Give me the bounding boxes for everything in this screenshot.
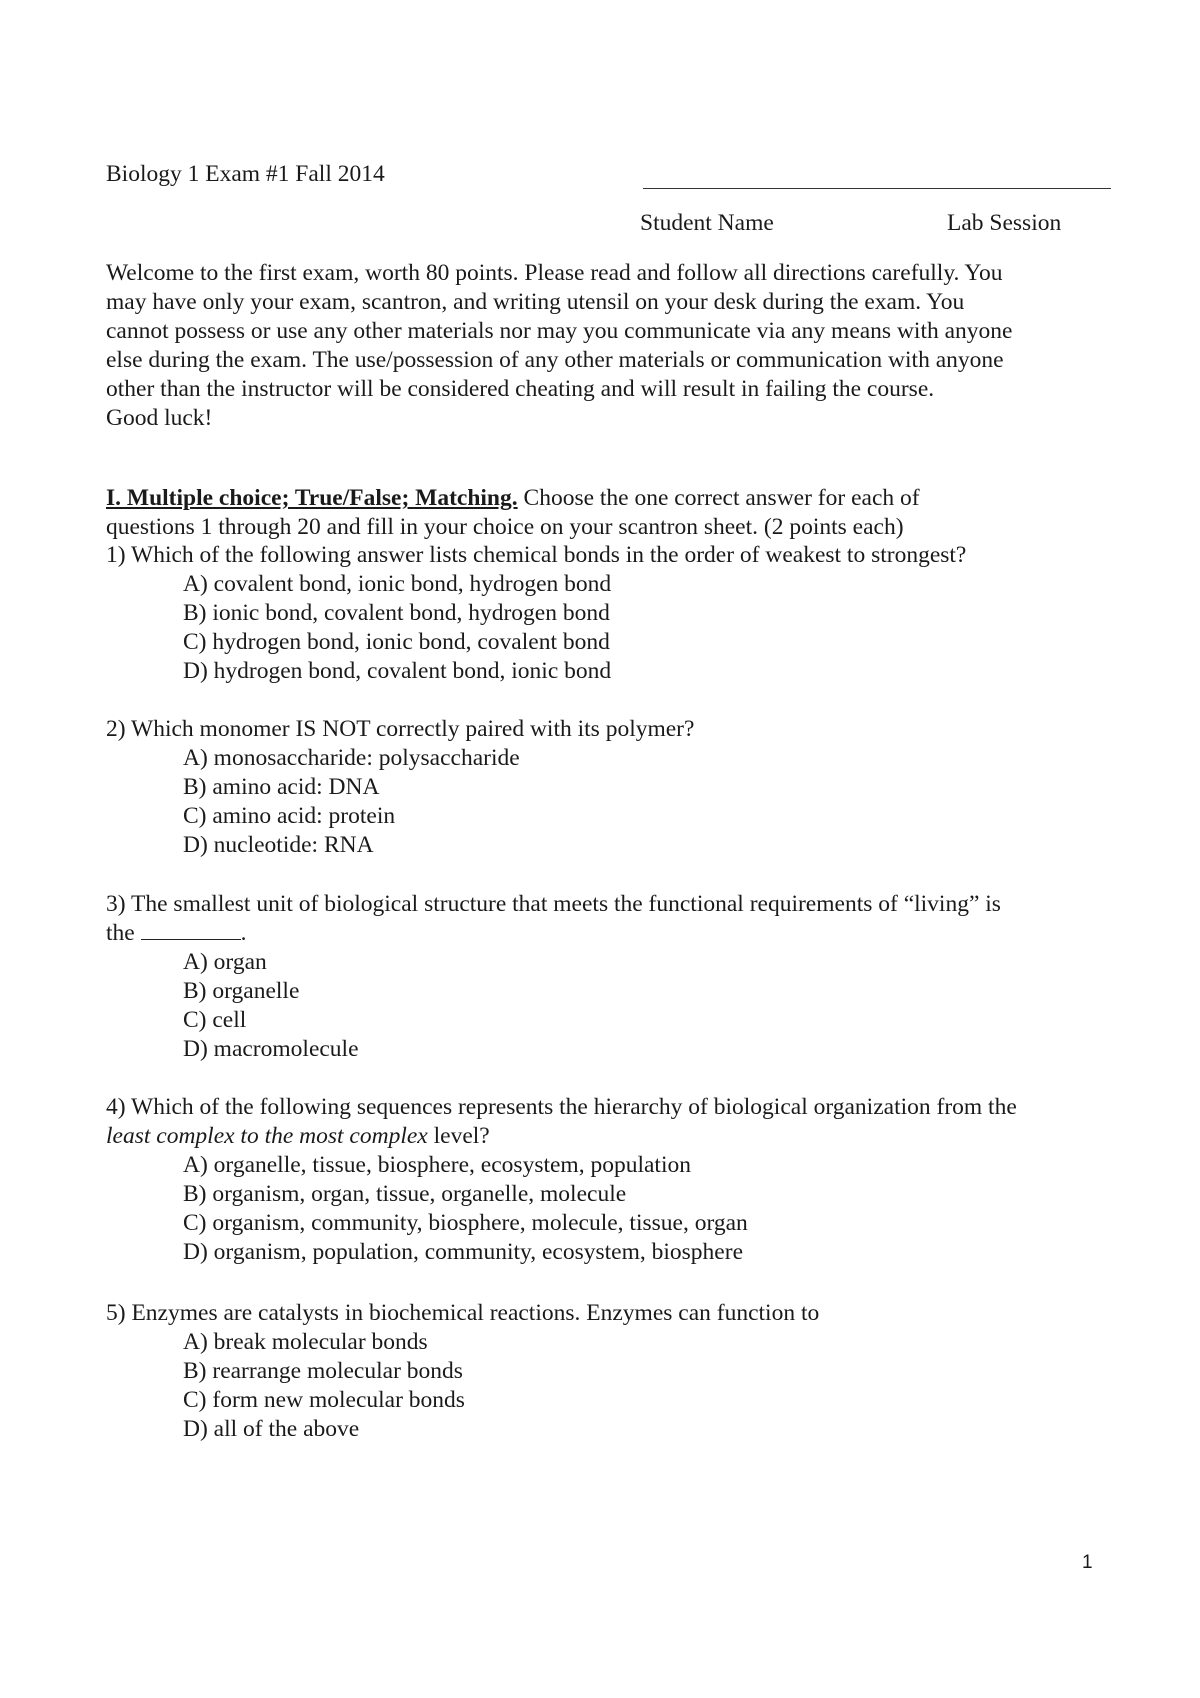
question-text: 5) Enzymes are catalysts in biochemical reactions. Enzymes can function to [106, 1300, 820, 1326]
question-text-line1: 4) Which of the following sequences represents the hierarchy of biological organization from the [106, 1094, 1017, 1120]
section-heading: I. Multiple choice; True/False; Matching. [106, 485, 518, 511]
option-b: B) ionic bond, covalent bond, hydrogen bond [183, 600, 610, 626]
question-text: 1) Which of the following answer lists chemical bonds in the order of weakest to strongest? [106, 542, 967, 568]
intro-line: may have only your exam, scantron, and writing utensil on your desk during the exam. You [106, 289, 965, 315]
exam-title: Biology 1 Exam #1 Fall 2014 [106, 161, 385, 187]
option-c: C) hydrogen bond, ionic bond, covalent bond [183, 629, 610, 655]
option-a: A) covalent bond, ionic bond, hydrogen bond [183, 571, 612, 597]
question-1 [106, 541, 1126, 686]
option-c: C) organism, community, biosphere, molecule, tissue, organ [183, 1210, 748, 1236]
question-text-line1: 3) The smallest unit of biological structure that meets the functional requirements of “living” is [106, 891, 1001, 917]
option-list [106, 1328, 1126, 1444]
option-a: A) organelle, tissue, biosphere, ecosystem, population [183, 1152, 691, 1178]
question-2 [106, 715, 1126, 860]
student-name-line [643, 188, 1111, 189]
option-list [106, 948, 1126, 1064]
question-text-prefix: the [106, 920, 141, 946]
option-list [106, 1151, 1126, 1267]
section-instructions-line1: Choose the one correct answer for each of [517, 485, 920, 511]
section-instructions-line2: questions 1 through 20 and fill in your choice on your scantron sheet. (2 points each) [106, 514, 904, 540]
option-b: B) organelle [183, 978, 300, 1004]
question-text-line2 [106, 919, 1126, 948]
option-c: C) amino acid: protein [183, 803, 396, 829]
question-text: 2) Which monomer IS NOT correctly paired with its polymer? [106, 716, 695, 742]
question-4 [106, 1093, 1126, 1267]
option-list [106, 744, 1126, 860]
question-text-suffix: . [240, 920, 247, 946]
option-b: B) organism, organ, tissue, organelle, molecule [183, 1181, 627, 1207]
question-text-suffix: level? [427, 1123, 490, 1149]
option-a: A) monosaccharide: polysaccharide [183, 745, 520, 771]
option-c: C) cell [183, 1007, 247, 1033]
option-d: D) macromolecule [183, 1036, 359, 1062]
option-c: C) form new molecular bonds [183, 1387, 465, 1413]
intro-line: else during the exam. The use/possession of any other materials or communication with anyone [106, 347, 1004, 373]
option-b: B) amino acid: DNA [183, 774, 380, 800]
option-a: A) organ [183, 949, 267, 975]
intro-line: Welcome to the first exam, worth 80 points. Please read and follow all directions carefully. You [106, 260, 1003, 286]
intro-paragraph [106, 259, 1116, 433]
option-list [106, 570, 1126, 686]
student-name-label: Student Name [640, 210, 774, 236]
question-3 [106, 890, 1126, 1064]
option-d: D) all of the above [183, 1416, 360, 1442]
question-text-line2 [106, 1122, 1126, 1151]
intro-line: other than the instructor will be considered cheating and will result in failing the course. [106, 376, 935, 402]
option-d: D) organism, population, community, ecosystem, biosphere [183, 1239, 743, 1265]
option-d: D) hydrogen bond, covalent bond, ionic bond [183, 658, 612, 684]
option-d: D) nucleotide: RNA [183, 832, 374, 858]
question-text-italic: least complex to the most complex [106, 1123, 428, 1149]
intro-line: Good luck! [106, 405, 213, 431]
lab-session-label: Lab Session [947, 210, 1062, 236]
option-b: B) rearrange molecular bonds [183, 1358, 463, 1384]
option-a: A) break molecular bonds [183, 1329, 428, 1355]
page-number: 1 [1082, 1552, 1093, 1573]
section-instructions [106, 484, 1116, 542]
answer-blank [141, 919, 241, 940]
question-5 [106, 1299, 1126, 1444]
intro-line: cannot possess or use any other materials nor may you communicate via any means with anyone [106, 318, 1013, 344]
